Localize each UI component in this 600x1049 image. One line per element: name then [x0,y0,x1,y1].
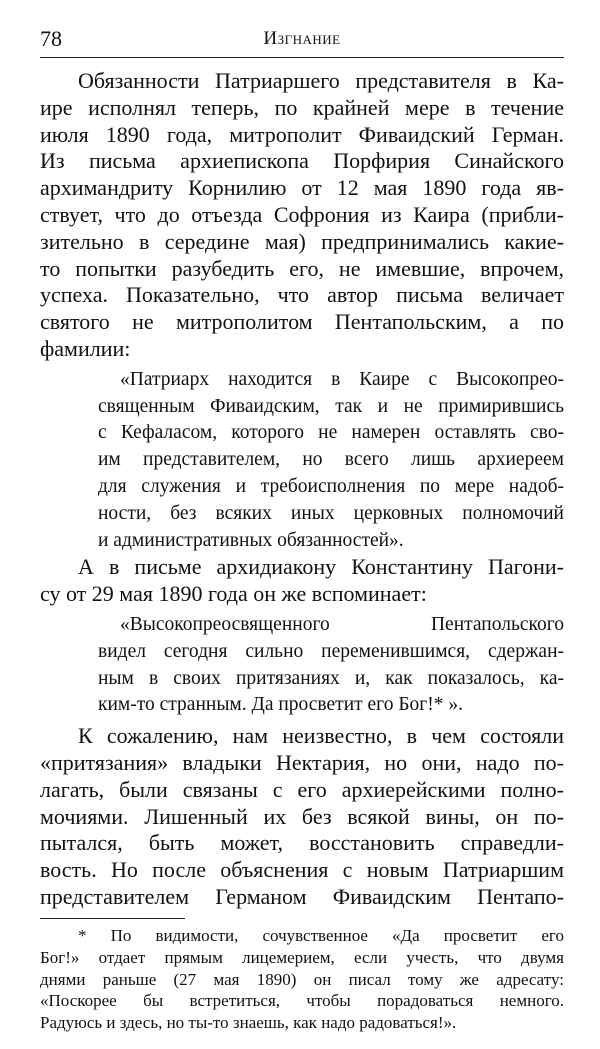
quote-line: для служения и требоисполнения по мере надоб- [98,475,564,497]
page-number: 78 [40,26,62,51]
text-line: представителем Германом Фиваидским Пентапо- [40,883,564,909]
quote-line: ным в своих притязаниях и, как показалось, ка- [98,667,564,689]
paragraph [40,68,564,363]
quote-line: ким-то странным. Да просветит его Бог!* ». [98,694,464,716]
text-line: пытался, быть может, восстановить справедли- [40,830,564,856]
paragraph [40,554,564,608]
footnote-line: Бог!» отдает прямым лицемерием, если учесть, что двумя [40,947,564,967]
page-header [40,24,564,56]
text-line: вость. Но после объяснения с новым Патриаршим [40,857,564,883]
quote-line: ности, без всяких иных церковных полномочий [98,502,564,524]
quote-line: и административных обязанностей». [98,529,404,551]
text-line: Из письма архиепископа Порфирия Синайского [40,148,564,174]
block-quote [40,367,564,555]
footnote [40,925,564,1034]
text-line: ире исполнял теперь, по крайней мере в течение [40,94,564,120]
text-line: фамилии: [40,335,131,361]
quote-line: священным Фиваидским, так и не примирившись [98,395,564,417]
block-quote [40,612,564,719]
text-line: мочиями. Лишенный их без всякой вины, он по- [40,803,564,829]
running-title: Изгнание [263,28,341,49]
text-line: А в письме архидиакону Константину Пагони- [78,554,564,580]
paragraph [40,723,564,911]
text-line: лагать, были связаны с его архиерейскими полно- [40,776,564,802]
text-line: святого не митрополитом Пентапольским, а по [40,309,564,335]
header-rule [40,57,564,58]
quote-line: видел сегодня сильно переменившимся, сдержан- [98,640,564,662]
quote-line: «Патриарх находится в Каире с Высокопрео- [120,368,564,390]
quote-line: с Кефаласом, которого не намерен оставлять сво- [98,422,564,444]
footnote-rule [40,918,185,919]
text-line: зительно в середине мая) предпринимались какие- [40,228,564,254]
text-line: «притязания» владыки Нектария, но они, надо по- [40,749,564,775]
footnote-line: * По видимости, сочувственное «Да просветит его [78,926,564,945]
footnote-line: днями раньше (27 мая 1890) он писал тому же адресату: [40,969,564,989]
quote-line: «Высокопреосвященного Пентапольского [120,613,564,635]
quote-line: им представителем, но всего лишь архиереем [98,449,564,471]
page-body [40,68,564,911]
text-line: то попытки разубедить его, не имевшие, впрочем, [40,255,564,281]
text-line: архимандриту Корнилию от 12 мая 1890 года яв- [40,175,564,201]
footnote-line: «Поскорее бы встретиться, чтобы порадоваться немного. [40,991,564,1011]
footnote-line: Радуюсь и здесь, но ты-то знаешь, как надо радоваться!». [40,1013,457,1033]
text-line: ствует, что до отъезда Софрония из Каира (прибли- [40,201,564,227]
text-line: Обязанности Патриаршего представителя в Ка- [78,68,564,93]
text-line: К сожалению, нам неизвестно, в чем состояли [78,723,564,749]
text-line: июля 1890 года, митрополит Фиваидский Герман. [40,121,564,147]
text-line: успеха. Показательно, что автор письма величает [40,282,564,308]
text-line: су от 29 мая 1890 года он же вспоминает: [40,581,427,607]
